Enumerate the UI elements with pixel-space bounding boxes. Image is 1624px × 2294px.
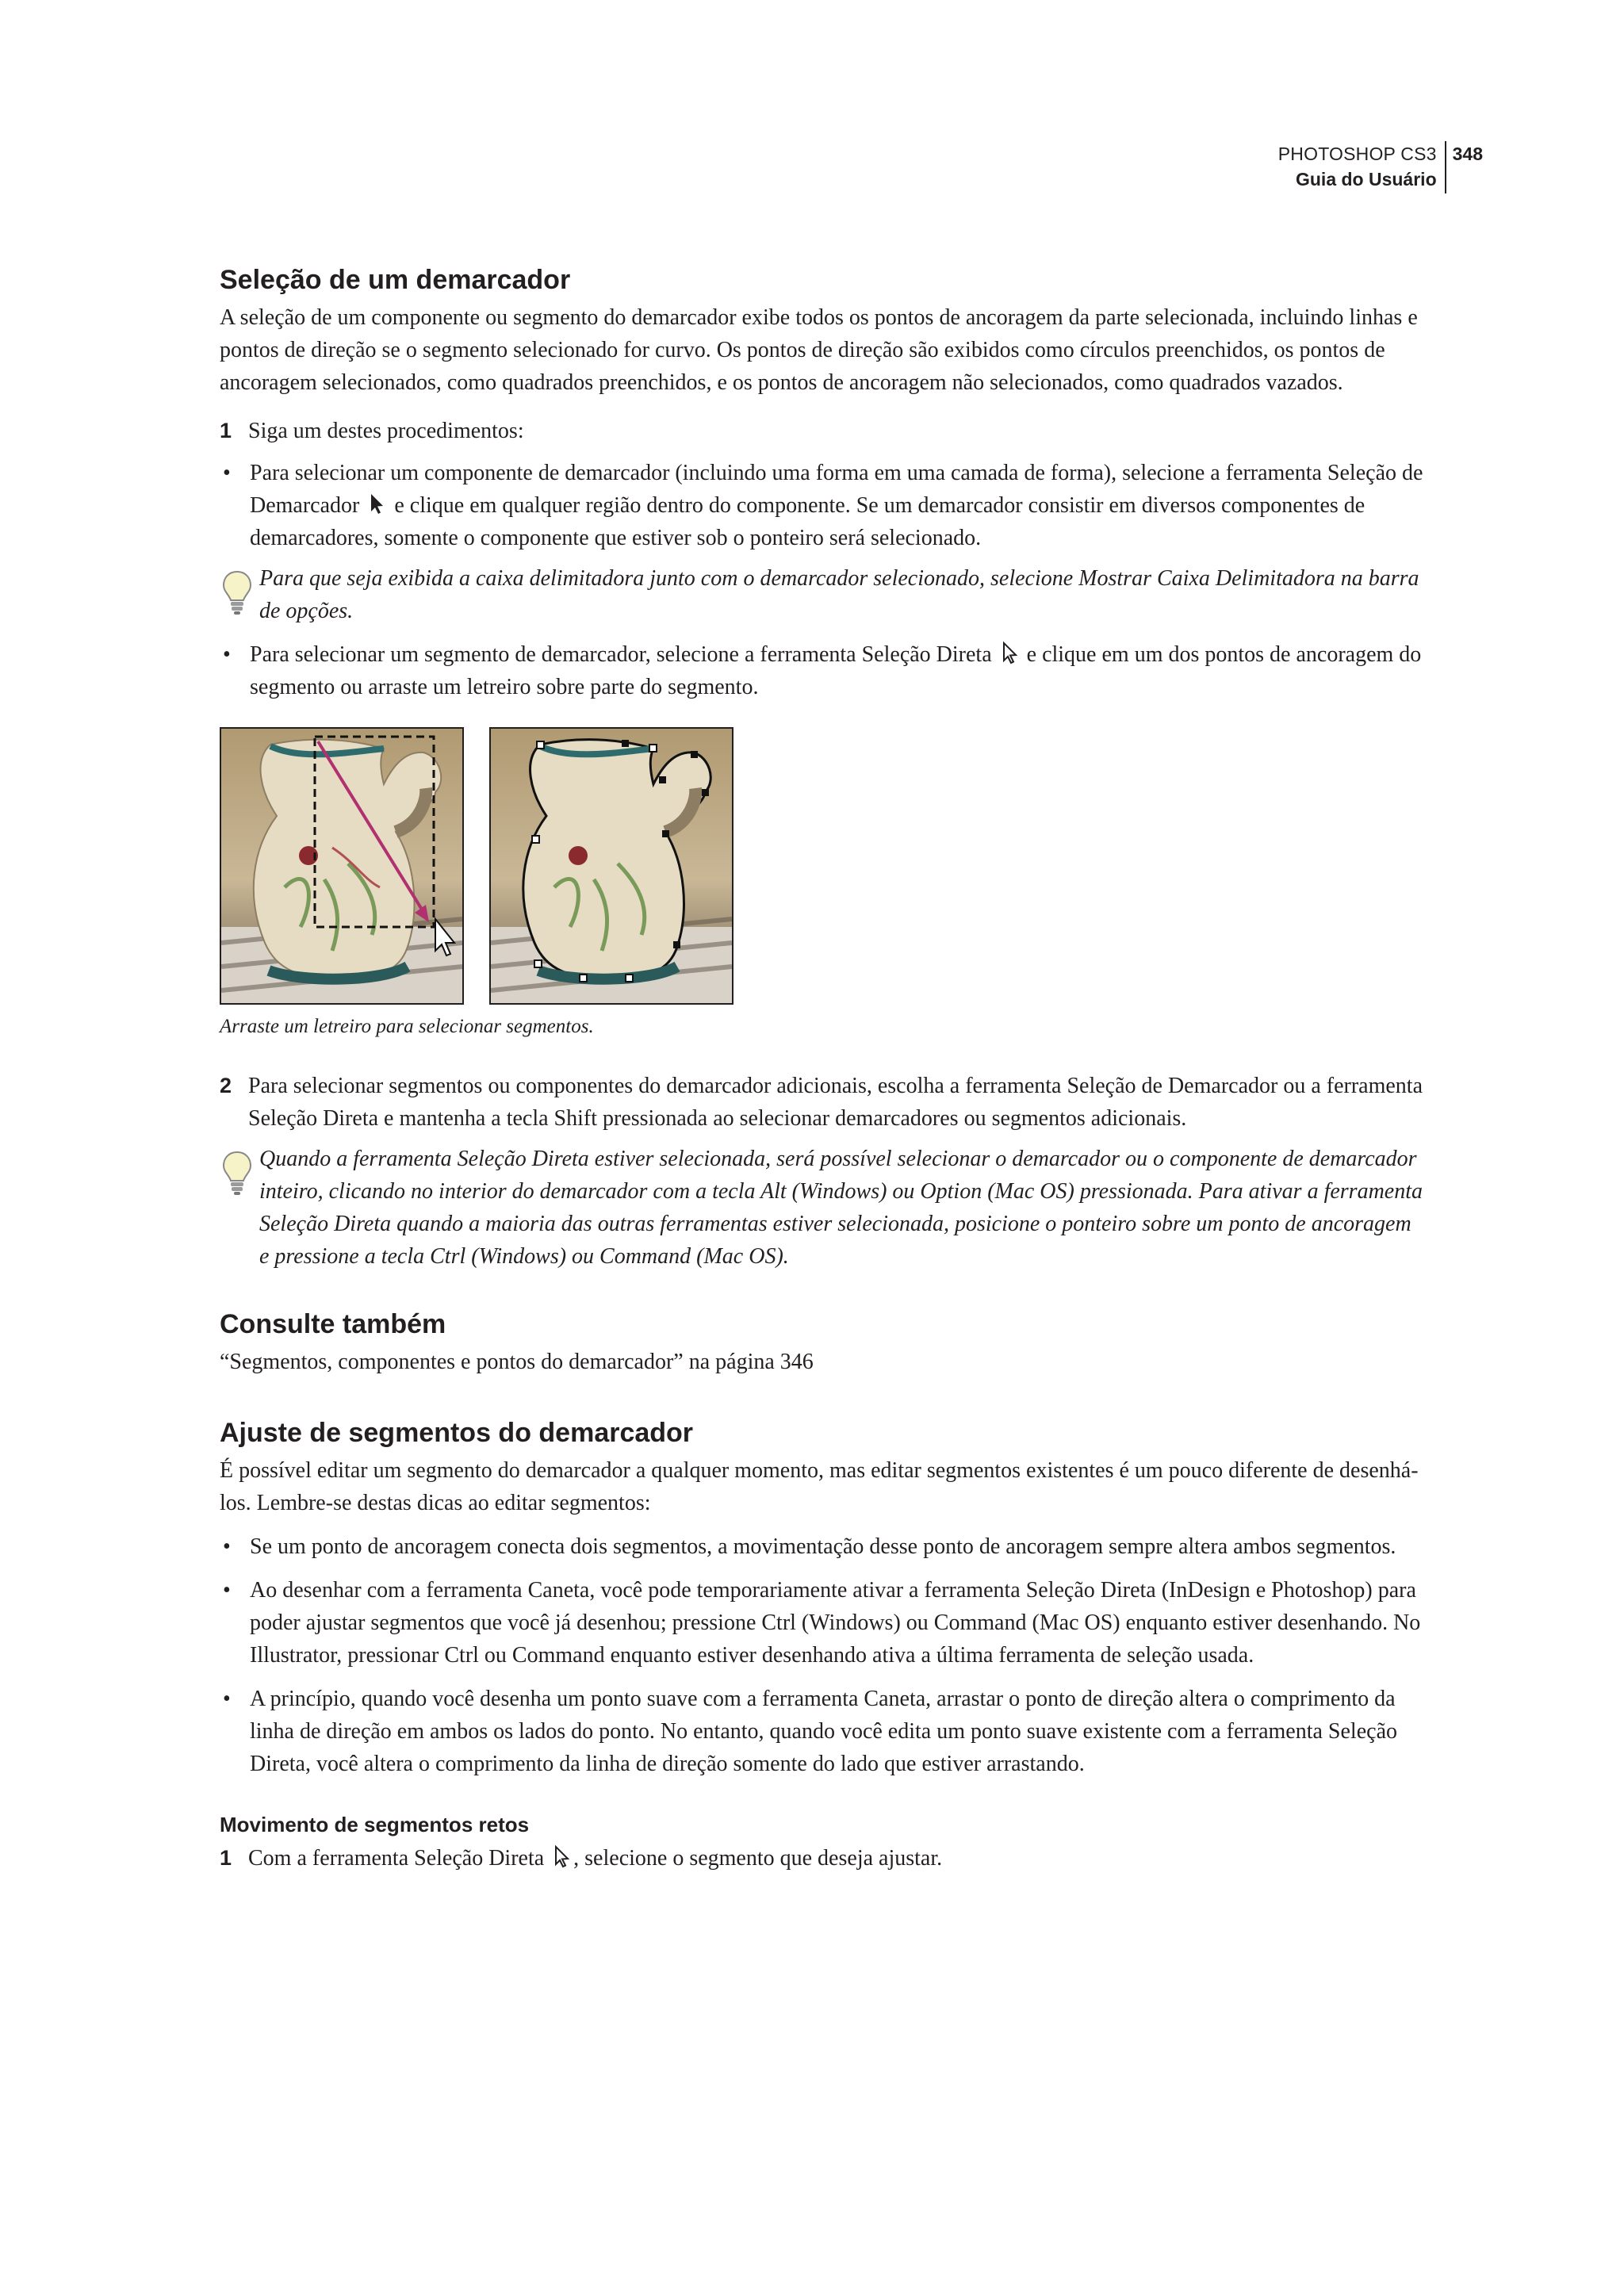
section-intro-ajuste: É possível editar um segmento do demarcador a qualquer momento, mas editar segmentos existentes é um pouco diferente de desenhá-los. Lembre-se destas dicas ao editar segmentos: <box>220 1458 1419 1515</box>
bullet-text-part: e clique em um dos pontos de ancoragem do segmento ou arraste um letreiro sobre parte do segmento. <box>250 642 1422 699</box>
step-number: 1 <box>220 419 232 442</box>
lightbulb-tip-icon <box>220 1149 255 1197</box>
list-item-text <box>250 457 1425 554</box>
lightbulb-tip-icon <box>220 569 255 616</box>
list-item <box>220 1530 1425 1563</box>
step-text-part: Com a ferramenta Seleção Direta <box>248 1846 545 1871</box>
step-text <box>248 1842 942 1875</box>
tip-text: Quando a ferramenta Seleção Direta estiver selecionada, será possível selecionar o demarcador ou o componente de demarcador inteiro, clicando no interior do demarcador com a tecla Alt (Windows) ou Option (Mac OS) pressionada. Para ativar a ferramenta Seleção Direta quando a maioria das outras ferramentas estiver selecionada, posicione o ponteiro sobre um ponto de ancoragem e pressione a tecla Ctrl (Windows) ou Command (Mac OS). <box>259 1147 1423 1269</box>
list-item-text: Se um ponto de ancoragem conecta dois segmentos, a movimentação desse ponto de ancoragem sempre altera ambos segmentos. <box>250 1534 1396 1559</box>
step-text-part: , selecione o segmento que deseja ajustar. <box>573 1846 943 1871</box>
section-intro-selecao: A seleção de um componente ou segmento do demarcador exibe todos os pontos de ancoragem da parte selecionada, incluindo linhas e pontos de direção se o segmento selecionado for curvo. Os pontos de direção são exibidos como círculos preenchidos, os pontos de ancoragem selecionados, como quadrados preenchidos, e os pontos de ancoragem não selecionados, como quadrados vazados. <box>220 305 1418 395</box>
bullet-marker: • <box>223 1578 231 1603</box>
figure-selected-segments <box>489 727 733 1005</box>
list-item <box>220 638 1425 703</box>
bullet-marker: • <box>223 461 231 485</box>
section-title-ajuste: Ajuste de segmentos do demarcador <box>220 1418 694 1448</box>
section-title-selecao: Seleção de um demarcador <box>220 265 571 295</box>
list-item <box>220 1683 1425 1780</box>
step-text: Para selecionar segmentos ou componentes do demarcador adicionais, escolha a ferramenta Seleção de Demarcador ou a ferramenta Seleção Direta e mantenha a tecla Shift pressionada ao selecionar demarcadores ou segmentos adicionais. <box>248 1074 1423 1131</box>
pitcher-photo-right <box>491 729 732 1003</box>
list-item-text: Ao desenhar com a ferramenta Caneta, você pode temporariamente ativar a ferramenta Seleção Direta (InDesign e Photoshop) para poder ajustar segmentos que você já desenhou; pressione Ctrl (Windows) ou Command (Mac OS) enquanto estiver desenhando. No Illustrator, pressionar Ctrl ou Command enquanto estiver desenhando ativa a última ferramenta de seleção usada. <box>250 1578 1421 1668</box>
step-2 <box>220 1070 1425 1135</box>
bullet-text-part: Para selecionar um segmento de demarcador, selecione a ferramenta Seleção Direta <box>250 642 992 667</box>
bullet-text-part: e clique em qualquer região dentro do componente. Se um demarcador consistir em diversos componentes de demarcadores, somente o componente que estiver sob o ponteiro será selecionado. <box>250 493 1365 550</box>
step-number: 1 <box>220 1846 232 1870</box>
list-item <box>220 1574 1425 1672</box>
step-1-segments <box>220 1842 1425 1875</box>
bullet-marker: • <box>223 1687 231 1711</box>
page-number: 348 <box>1452 144 1483 164</box>
step-number: 2 <box>220 1074 232 1097</box>
tip-note <box>220 1143 1425 1273</box>
list-item-text: A princípio, quando você desenha um ponto suave com a ferramenta Caneta, arrastar o ponto de direção altera o comprimento da linha de direção em ambos os lados do ponto. No entanto, quando você edita um ponto suave existente com a ferramenta Seleção Direta, você altera o comprimento da linha de direção somente do lado que estiver arrastando. <box>250 1687 1397 1776</box>
figure-row <box>220 727 1425 1005</box>
direct-selection-tool-icon <box>1001 641 1018 664</box>
pitcher-photo-left <box>221 729 462 1003</box>
header-guide: Guia do Usuário <box>1295 169 1437 190</box>
see-also-link[interactable]: “Segmentos, componentes e pontos do demarcador” na página 346 <box>220 1350 814 1374</box>
running-header <box>1278 141 1483 193</box>
list-item-text <box>250 638 1425 703</box>
header-text <box>1278 141 1445 192</box>
bullet-text-part: Para selecionar um componente de demarcador (incluindo uma forma em uma camada de forma), selecione a ferramenta Seleção de Demarcador <box>250 461 1423 518</box>
subsection-title: Movimento de segmentos retos <box>220 1813 530 1836</box>
figure-marquee-drag <box>220 727 464 1005</box>
bullet-marker: • <box>223 642 231 667</box>
figure-caption: Arraste um letreiro para selecionar segmentos. <box>220 1016 594 1037</box>
list-item <box>220 457 1425 554</box>
step-text: Siga um destes procedimentos: <box>248 419 524 443</box>
step-1 <box>220 415 1425 447</box>
tip-note <box>220 562 1425 627</box>
header-product: PHOTOSHOP CS3 <box>1277 144 1437 164</box>
bullet-marker: • <box>223 1534 231 1559</box>
main-content <box>220 263 1425 1875</box>
path-selection-tool-icon <box>368 492 385 515</box>
tip-text: Para que seja exibida a caixa delimitadora junto com o demarcador selecionado, selecione Mostrar Caixa Delimitadora na barra de opções. <box>259 566 1419 623</box>
direct-selection-tool-icon <box>553 1844 570 1868</box>
see-also-title: Consulte também <box>220 1309 446 1339</box>
